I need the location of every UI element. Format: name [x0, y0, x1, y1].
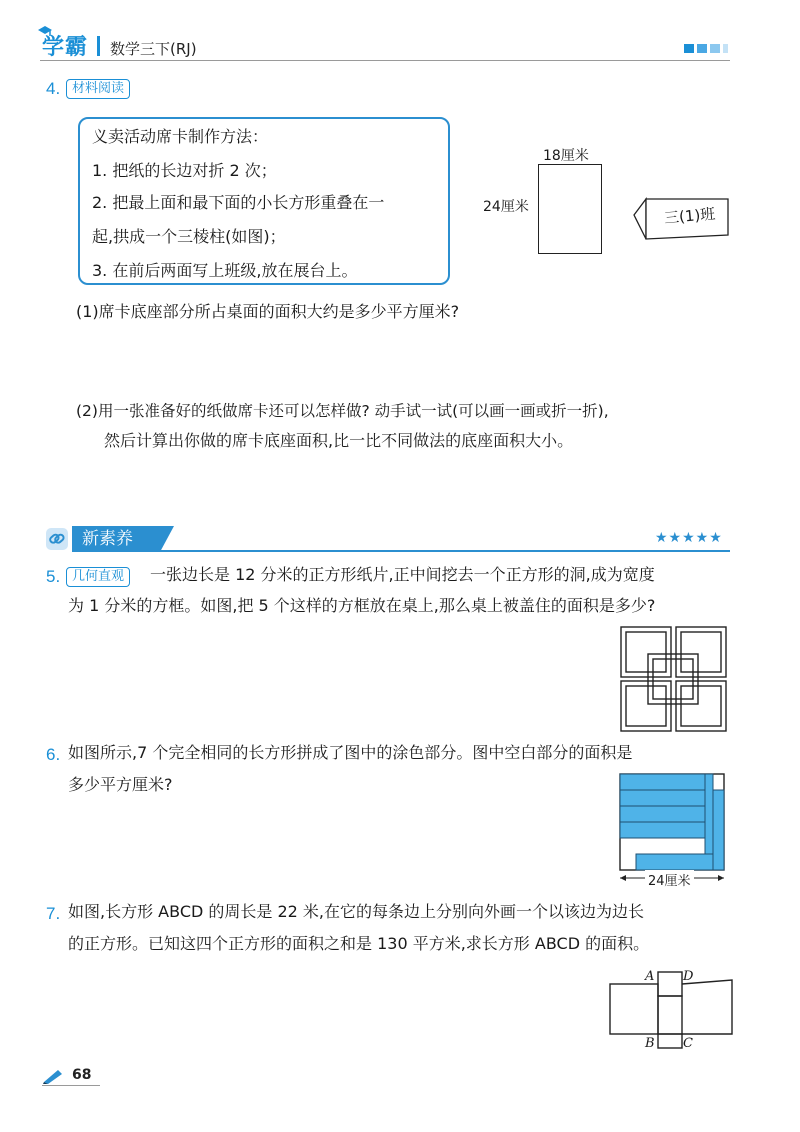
question-number: 4.: [46, 79, 61, 98]
question-tag: 几何直观: [66, 567, 130, 587]
question-text: 如图所示,7 个完全相同的长方形拼成了图中的涂色部分。图中空白部分的面积是: [68, 743, 633, 762]
rectangles-figure: [617, 770, 729, 886]
question-number: 6.: [46, 745, 61, 764]
sub-question-continued: 然后计算出你做的席卡底座面积,比一比不同做法的底座面积大小。: [104, 431, 574, 450]
question-text: 的正方形。已知这四个正方形的面积之和是 130 平方米,求长方形 ABCD 的面积。: [68, 934, 650, 953]
footer-rule: [42, 1085, 100, 1086]
question-text: 多少平方厘米?: [68, 775, 173, 794]
header-square-icon: [697, 44, 707, 53]
vertex-label-a: A: [645, 969, 655, 984]
dimension-label: 24厘米: [645, 870, 694, 889]
vertex-label-c: C: [683, 1036, 693, 1051]
name-card-text: 三(1)班: [663, 204, 716, 228]
page-number: 68: [72, 1067, 92, 1083]
sub-question: (1)席卡底座部分所占桌面的面积大约是多少平方厘米?: [76, 302, 460, 321]
question-tag: 材料阅读: [66, 79, 130, 99]
header-square-icon: [684, 44, 694, 53]
brand-logo: 学霸: [42, 35, 89, 60]
book-title: 数学三下(RJ): [110, 40, 197, 58]
header-square-icon: [723, 44, 728, 53]
pencil-icon: [42, 1068, 64, 1084]
method-step: 2. 把最上面和最下面的小长方形重叠在一: [92, 193, 385, 212]
method-step: 3. 在前后两面写上班级,放在展台上。: [92, 261, 358, 280]
difficulty-stars: ★★★★★: [655, 530, 723, 546]
header-square-icon: [710, 44, 720, 53]
question-text: 为 1 分米的方框。如图,把 5 个这样的方框放在桌上,那么桌上被盖住的面积是多少?: [68, 596, 656, 615]
header-rule: [40, 60, 730, 61]
question-text: 一张边长是 12 分米的正方形纸片,正中间挖去一个正方形的洞,成为宽度: [150, 565, 655, 584]
section-title: 新素养: [72, 526, 160, 552]
paper-width-label: 18厘米: [543, 148, 589, 164]
paper-rectangle: [538, 164, 602, 254]
vertex-label-d: D: [683, 969, 694, 984]
question-number: 5.: [46, 567, 61, 586]
sub-question: (2)用一张准备好的纸做席卡还可以怎样做? 动手试一试(可以画一画或折一折),: [76, 402, 609, 420]
section-title-tail: [160, 526, 174, 552]
question-text: 如图,长方形 ABCD 的周长是 22 米,在它的每条边上分别向外画一个以该边为边长: [68, 902, 645, 921]
paper-height-label: 24厘米: [483, 199, 529, 215]
section-rule: [160, 550, 730, 552]
vertex-label-b: B: [645, 1036, 655, 1051]
method-heading: 义卖活动席卡制作方法：: [92, 127, 269, 146]
rectangle-abcd-figure: [606, 964, 734, 1056]
square-frames-figure: [618, 624, 730, 734]
method-step: 起,拱成一个三棱柱(如图)；: [92, 227, 286, 246]
method-step: 1. 把纸的长边对折 2 次；: [92, 161, 277, 180]
brand-divider: [97, 36, 100, 56]
question-number: 7.: [46, 904, 61, 923]
link-icon: [46, 528, 68, 550]
